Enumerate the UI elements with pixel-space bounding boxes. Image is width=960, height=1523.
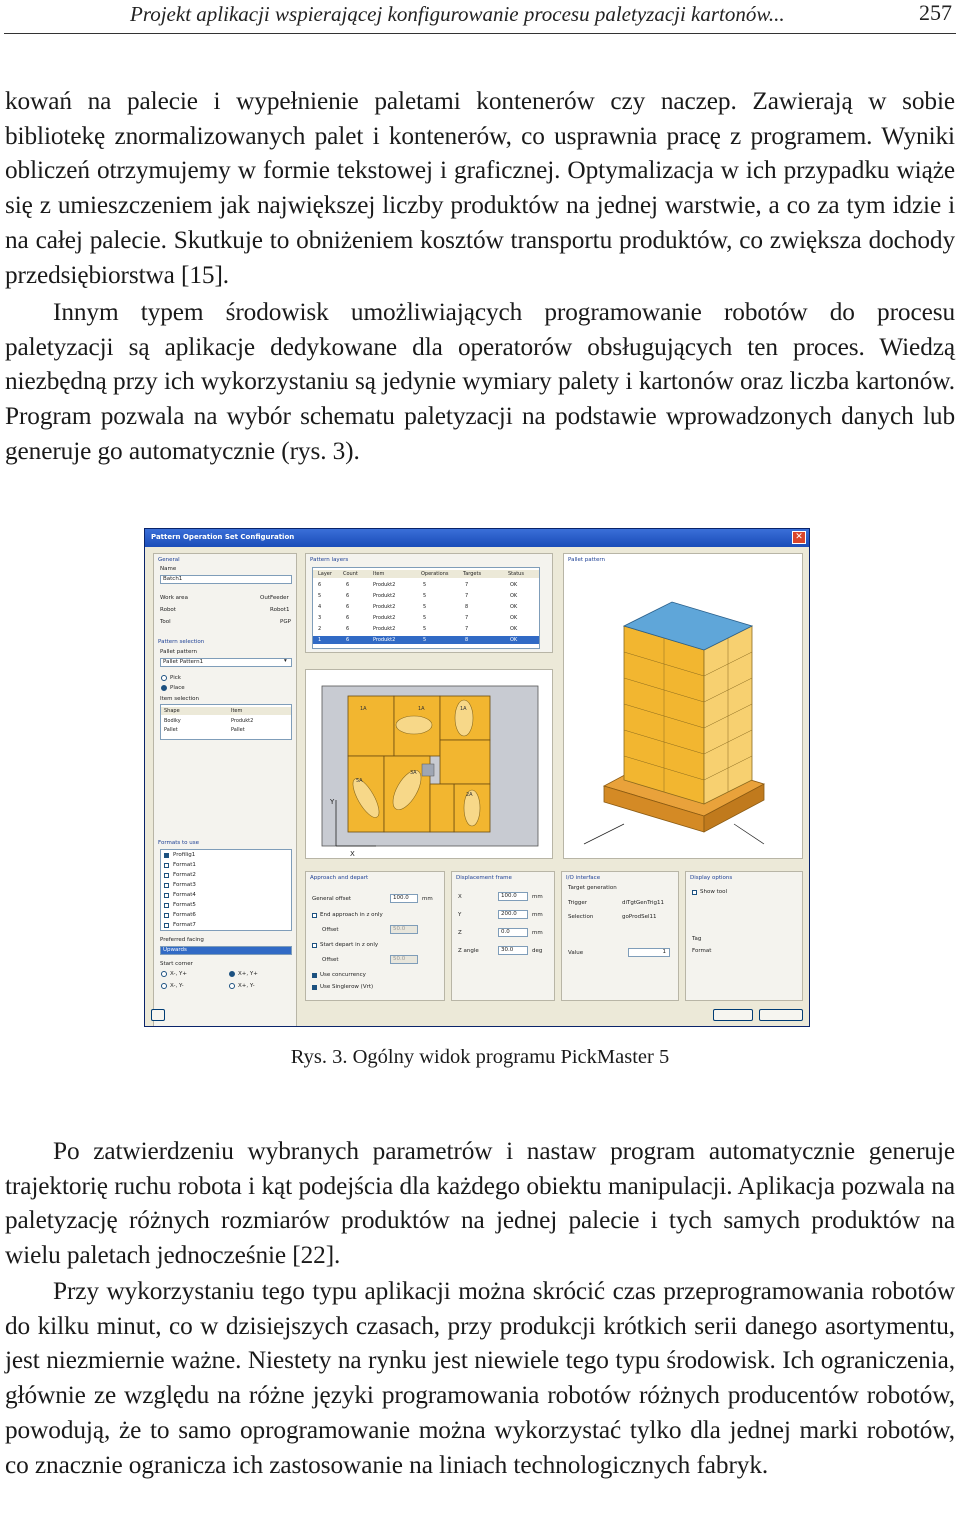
cell: OK bbox=[510, 604, 518, 610]
start-depart-label: Start depart in z only bbox=[320, 942, 379, 948]
format-checkbox[interactable] bbox=[164, 893, 169, 898]
preferred-facing-label: Preferred facing bbox=[160, 937, 204, 943]
box-label: 1A bbox=[418, 706, 425, 712]
corner-label: X+, Y+ bbox=[238, 971, 258, 977]
cell: 8 bbox=[465, 604, 469, 610]
item-selection-label: Item selection bbox=[160, 696, 199, 702]
item-col-shape: Shape bbox=[164, 708, 180, 714]
offset-label: Offset bbox=[322, 957, 339, 963]
pattern-layers-group-label: Pattern layers bbox=[310, 557, 349, 563]
unit-label: mm bbox=[422, 896, 433, 902]
close-icon[interactable]: ✕ bbox=[792, 531, 806, 544]
formats-group-label: Formats to use bbox=[158, 840, 200, 846]
show-tool-label: Show tool bbox=[700, 889, 728, 895]
cell: OK bbox=[510, 615, 518, 621]
box-label: 1A bbox=[460, 706, 467, 712]
paragraph-1: kowań na palecie i wypełnienie paletami kontenerów czy naczep. Zawierają w sobie bibliotekę znormalizowanych palet i kontenerów, co usprawnia pracę z programem. Wyniki obliczeń otrzymujemy w formie tekstowej i graficznej. Optymalizacja w ich przypadku wiąże się z umieszczeniem jak największej liczby produktów na jednej warstwie, a co za tym idzie i na całej palecie. Skutkuje to obniżeniem kosztów transportu produktów, co zwiększa dochody przedsiębiorstwa [15]. bbox=[5, 87, 955, 289]
axis-x-label: X bbox=[350, 850, 355, 858]
cell: 5 bbox=[423, 615, 427, 621]
name-field[interactable]: Batch1 bbox=[160, 575, 292, 584]
pick-radio-label: Pick bbox=[170, 675, 181, 681]
general-group-label: General bbox=[158, 557, 180, 563]
cell: 5 bbox=[423, 626, 427, 632]
cell: 4 bbox=[318, 604, 322, 610]
cell: 6 bbox=[318, 582, 322, 588]
table-header bbox=[313, 570, 539, 578]
tool-label: Tool bbox=[160, 619, 171, 625]
format-label: Format5 bbox=[173, 902, 196, 908]
paragraph-4: Przy wykorzystaniu tego typu aplikacji można skrócić czas przeprogramowania robotów do kilku minut, co w dzisiejszych czasach, przy produkcji krótkich serii danego asortymentu, jest niezmiernie ważne. Niestety na rynku jest niewiele tego typu środowisk. Ich ograniczenia, głównie ze względu na różne języki programowania robotów różnych producentów robotów, powodują, że to samo oprogramowanie można wykorzystać tylko dla jednej marki robotów, co znacznie ogranicza ich zastosowanie na liniach technologicznych fabryk. bbox=[5, 1277, 955, 1479]
box bbox=[440, 740, 490, 784]
item-selection-list[interactable] bbox=[160, 704, 292, 740]
io-panel bbox=[561, 871, 679, 1001]
cell: 5 bbox=[423, 582, 427, 588]
approach-group-label: Approach and depart bbox=[310, 875, 369, 881]
disp-x-field[interactable]: 100.0 bbox=[498, 892, 528, 901]
paragraph-2: Innym typem środowisk umożliwiających programowanie robotów do procesu paletyzacji są aplikacje dedykowane dla operatorów obsługujących ten proces. Wiedzą niezbędną przy ich wykorzystaniu są jedynie wymiary palety i kartonów oraz liczba kartonów. Program pozwala na wybór schematu paletyzacji na podstawie wprowadzonych danych lub generuje go automatycznie (rys. 3). bbox=[5, 298, 955, 465]
preferred-facing-select[interactable]: Upwards bbox=[160, 946, 292, 955]
work-area-value: OutFeeder bbox=[260, 595, 289, 601]
start-depart-checkbox[interactable] bbox=[312, 943, 317, 948]
corner-label: X-, Y- bbox=[170, 983, 184, 989]
layer-pattern-canvas[interactable] bbox=[306, 670, 554, 860]
pallet-pattern-group-label: Pallet pattern bbox=[568, 557, 605, 563]
robot-value: Robot1 bbox=[270, 607, 290, 613]
tool-value: PGP bbox=[280, 619, 291, 625]
start-corner-label: Start corner bbox=[160, 961, 193, 967]
corner-radio[interactable] bbox=[229, 971, 235, 977]
format-label: Format bbox=[692, 948, 712, 954]
format-label: Format6 bbox=[173, 912, 196, 918]
disp-y-field[interactable]: 200.0 bbox=[498, 910, 528, 919]
cell: 7 bbox=[465, 582, 469, 588]
unit-label: mm bbox=[532, 894, 543, 900]
axis-y-label: Y bbox=[330, 798, 335, 806]
cell: 6 bbox=[346, 626, 350, 632]
format-checkbox[interactable] bbox=[164, 923, 169, 928]
format-label: Format7 bbox=[173, 922, 196, 928]
cell: 6 bbox=[346, 604, 350, 610]
paragraph-3: Po zatwierdzeniu wybranych parametrów i nastaw program automatycznie generuje trajektorię ruchu robota i kąt podejścia dla każdego obiektu manipulacji. Aplikacja pozwala na paletyzację różnych rozmiarów produktów na jednej palecie i tych samych produktów na wielu paletach jednocześnie [22]. bbox=[5, 1137, 955, 1270]
corner-radio[interactable] bbox=[229, 983, 235, 989]
col-header: Targets bbox=[463, 571, 482, 577]
col-header: Count bbox=[343, 571, 358, 577]
cell: OK bbox=[510, 582, 518, 588]
table-row[interactable] bbox=[313, 603, 539, 611]
use-singlerow-checkbox[interactable] bbox=[312, 985, 317, 990]
format-label: Format1 bbox=[173, 862, 196, 868]
figure-caption: Rys. 3. Ogólny widok programu PickMaster 5 bbox=[290, 1046, 670, 1068]
help-button[interactable] bbox=[151, 1009, 165, 1021]
cell: Produkt2 bbox=[373, 626, 396, 632]
cell: Produkt2 bbox=[373, 593, 396, 599]
end-approach-checkbox[interactable] bbox=[312, 913, 317, 918]
cell: Produkt2 bbox=[373, 637, 396, 643]
list-item[interactable] bbox=[161, 717, 291, 725]
cell: 7 bbox=[465, 626, 469, 632]
corner-radio[interactable] bbox=[161, 983, 167, 989]
box bbox=[430, 784, 454, 832]
value-field[interactable]: 1 bbox=[628, 948, 670, 957]
cell: OK bbox=[510, 593, 518, 599]
pick-radio[interactable] bbox=[161, 675, 167, 681]
cell: 5 bbox=[423, 593, 427, 599]
header-rule bbox=[4, 33, 956, 34]
item-name: Pallet bbox=[231, 727, 245, 733]
target-generation-label: Target generation bbox=[568, 885, 617, 891]
cell: 3 bbox=[318, 615, 322, 621]
io-group-label: I/O interface bbox=[566, 875, 601, 881]
format-label: Format2 bbox=[173, 872, 196, 878]
pallet-pattern-select[interactable]: Pallet Pattern1 bbox=[160, 658, 292, 667]
work-area-label: Work area bbox=[160, 595, 188, 601]
box-label: 2A bbox=[466, 792, 473, 798]
chevron-down-icon: ▾ bbox=[284, 658, 287, 664]
ok-button[interactable] bbox=[713, 1009, 753, 1021]
displacement-panel bbox=[451, 871, 555, 1001]
general-offset-label: General offset bbox=[312, 896, 351, 902]
cell: 6 bbox=[346, 637, 350, 643]
cell: 7 bbox=[465, 615, 469, 621]
format-label: Format3 bbox=[173, 882, 196, 888]
cell: 5 bbox=[318, 593, 322, 599]
disp-z-label: Z bbox=[458, 930, 462, 936]
col-header: Item bbox=[373, 571, 385, 577]
cell: 6 bbox=[346, 582, 350, 588]
place-radio[interactable] bbox=[161, 685, 167, 691]
general-offset-field[interactable]: 100.0 bbox=[390, 894, 418, 903]
item-col-item: Item bbox=[231, 708, 243, 714]
depart-offset-field[interactable]: 50.0 bbox=[390, 955, 418, 964]
pattern-selection-group-label: Pattern selection bbox=[158, 639, 205, 645]
cell: 6 bbox=[346, 615, 350, 621]
format-checkbox[interactable] bbox=[164, 853, 169, 858]
running-header bbox=[0, 0, 960, 36]
cell: 5 bbox=[423, 637, 427, 643]
use-concurrency-checkbox[interactable] bbox=[312, 973, 317, 978]
format-checkbox[interactable] bbox=[164, 873, 169, 878]
format-label: Format4 bbox=[173, 892, 196, 898]
use-singlerow-label: Use Singlerow (Vrt) bbox=[320, 984, 374, 990]
value-label: Value bbox=[568, 950, 584, 956]
table-row[interactable] bbox=[313, 592, 539, 600]
cell: Produkt2 bbox=[373, 615, 396, 621]
unit-label: deg bbox=[532, 948, 543, 954]
name-label: Name bbox=[160, 566, 177, 572]
cell: OK bbox=[510, 637, 518, 643]
box-label: 5A bbox=[356, 778, 363, 784]
running-title: Projekt aplikacji wspierającej konfigurowanie procesu paletyzacji kartonów... bbox=[130, 2, 785, 26]
pattern-layers-table[interactable] bbox=[312, 567, 540, 649]
tag-label: Tag bbox=[692, 936, 702, 942]
table-row[interactable] bbox=[313, 614, 539, 622]
item-shape: Bodiky bbox=[164, 718, 181, 724]
corner-radio[interactable] bbox=[161, 971, 167, 977]
format-checkbox[interactable] bbox=[164, 883, 169, 888]
cell: Produkt2 bbox=[373, 582, 396, 588]
box bbox=[348, 696, 394, 756]
col-header: Status bbox=[508, 571, 524, 577]
cell: 6 bbox=[346, 593, 350, 599]
approach-panel bbox=[305, 871, 445, 1001]
axis-line bbox=[584, 824, 624, 844]
use-concurrency-label: Use concurrency bbox=[320, 972, 366, 978]
end-approach-label: End approach in z only bbox=[320, 912, 383, 918]
approach-offset-field[interactable]: 50.0 bbox=[390, 925, 418, 934]
unit-label: mm bbox=[532, 930, 543, 936]
table-row[interactable] bbox=[313, 636, 539, 644]
format-checkbox[interactable] bbox=[164, 913, 169, 918]
cell: 2 bbox=[318, 626, 322, 632]
selection-label: Selection bbox=[568, 914, 594, 920]
corner-label: X-, Y+ bbox=[170, 971, 187, 977]
trigger-value: diTgtGenTrig11 bbox=[622, 900, 664, 906]
box-label: 1A bbox=[360, 706, 367, 712]
format-checkbox[interactable] bbox=[164, 903, 169, 908]
format-label: Profilig1 bbox=[173, 852, 196, 858]
cell: 1 bbox=[318, 637, 322, 643]
figure-screenshot bbox=[144, 528, 810, 1027]
pick-zone bbox=[396, 716, 432, 734]
item-shape: Pallet bbox=[164, 727, 178, 733]
selection-value: goProdSel11 bbox=[622, 914, 657, 920]
cell: Produkt2 bbox=[373, 604, 396, 610]
show-tool-checkbox[interactable] bbox=[692, 890, 697, 895]
cancel-button[interactable] bbox=[759, 1009, 803, 1021]
cell: 5 bbox=[423, 604, 427, 610]
disp-y-label: Y bbox=[458, 912, 462, 918]
left-panel bbox=[153, 553, 297, 1027]
disp-zangle-field[interactable]: 30.0 bbox=[498, 946, 528, 955]
col-header: Operations bbox=[421, 571, 449, 577]
item-list-header bbox=[161, 707, 291, 715]
displacement-group-label: Displacement frame bbox=[456, 875, 512, 881]
layer-view-panel[interactable] bbox=[305, 669, 553, 859]
table-row[interactable] bbox=[313, 581, 539, 589]
axis-line bbox=[734, 824, 764, 844]
pattern-layers-panel bbox=[305, 553, 553, 653]
trigger-label: Trigger bbox=[568, 900, 587, 906]
box-label: 3A bbox=[410, 770, 417, 776]
item-name: Produkt2 bbox=[231, 718, 254, 724]
display-group-label: Display options bbox=[690, 875, 733, 881]
page-number: 257 bbox=[919, 0, 952, 25]
disp-zangle-label: Z angle bbox=[458, 948, 479, 954]
pallet-3d-view[interactable] bbox=[564, 554, 804, 860]
cell: 8 bbox=[465, 637, 469, 643]
disp-x-label: X bbox=[458, 894, 462, 900]
cell: OK bbox=[510, 626, 518, 632]
place-radio-label: Place bbox=[170, 685, 185, 691]
formats-list[interactable] bbox=[160, 849, 292, 931]
unit-label: mm bbox=[532, 912, 543, 918]
gap-marker bbox=[422, 764, 434, 776]
pallet-pattern-panel[interactable] bbox=[563, 553, 803, 859]
col-header: Layer bbox=[318, 571, 332, 577]
format-checkbox[interactable] bbox=[164, 863, 169, 868]
disp-z-field[interactable]: 0.0 bbox=[498, 928, 528, 937]
robot-label: Robot bbox=[160, 607, 176, 613]
list-item[interactable] bbox=[161, 726, 291, 734]
display-options-panel bbox=[685, 871, 803, 1001]
offset-label: Offset bbox=[322, 927, 339, 933]
corner-label: X+, Y- bbox=[238, 983, 255, 989]
window-title-bar bbox=[145, 529, 809, 547]
table-row[interactable] bbox=[313, 625, 539, 633]
pallet-pattern-label: Pallet pattern bbox=[160, 649, 197, 655]
window-title: Pattern Operation Set Configuration bbox=[151, 533, 295, 541]
cell: 7 bbox=[465, 593, 469, 599]
